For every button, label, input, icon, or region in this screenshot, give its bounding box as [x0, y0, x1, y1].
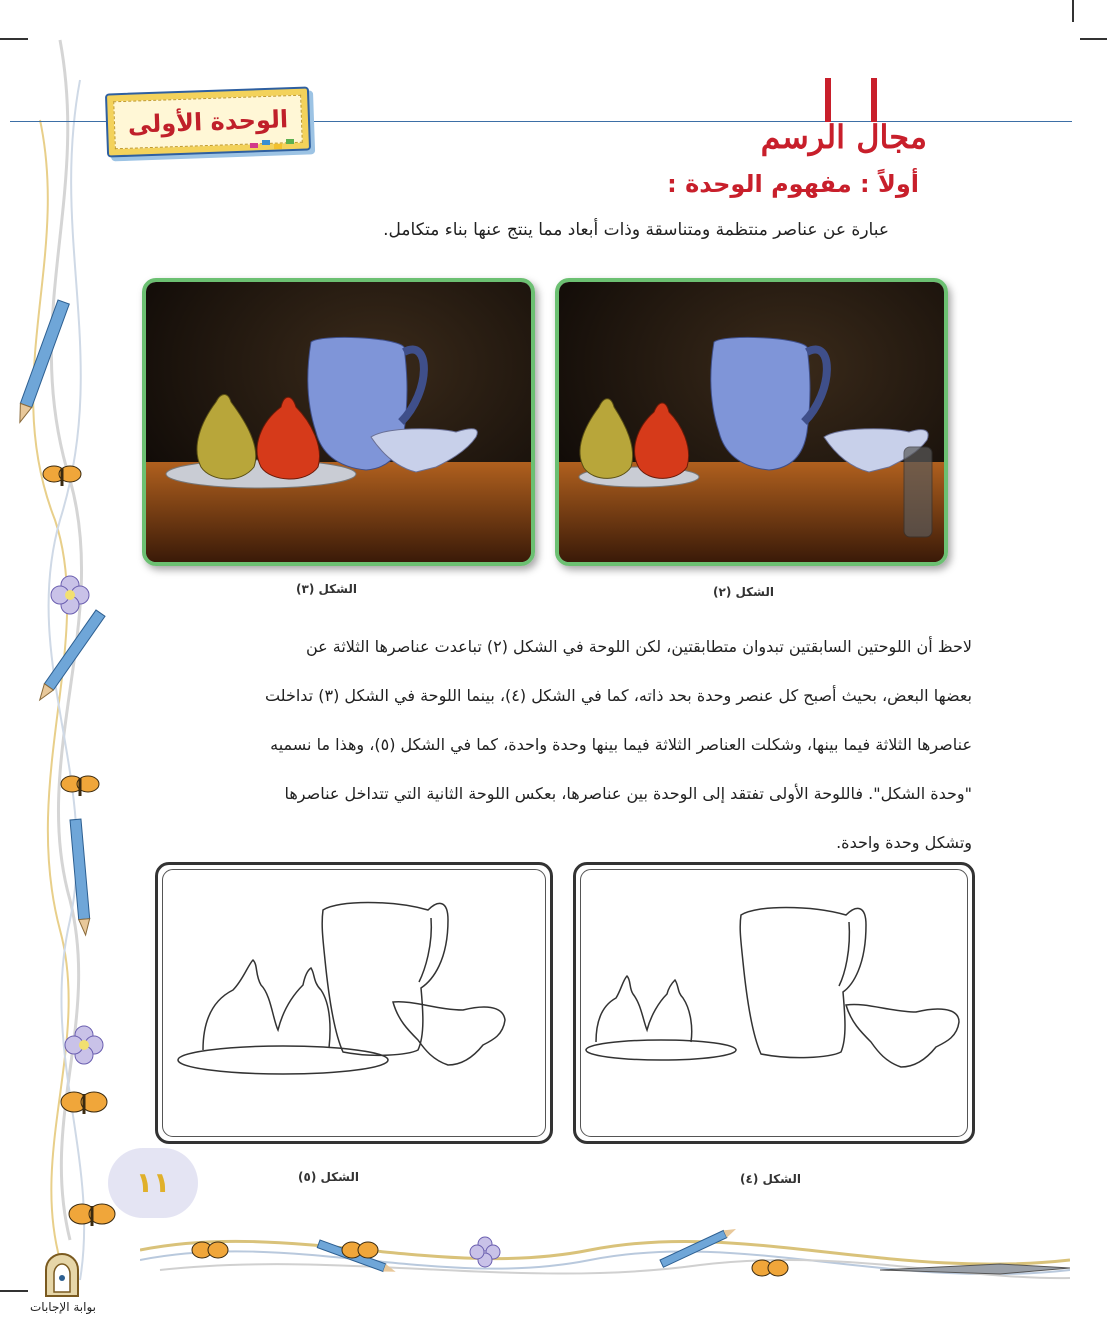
sketch-figure-5: [155, 862, 553, 1144]
figure-5-caption: الشكل (٥): [298, 1170, 359, 1184]
crop-mark: [1080, 38, 1107, 40]
confetti-decoration: [286, 139, 294, 144]
figure-3-caption: الشكل (٣): [296, 582, 357, 596]
crop-mark: [1072, 0, 1074, 22]
unit-label: الوحدة الأولى: [127, 105, 289, 139]
page-number-badge: [108, 1148, 198, 1218]
paragraph-line: بعضها البعض، بحيث أصبح كل عنصر وحدة بحد ذاته، كما في الشكل (٤)، بينما اللوحة في الشكل (٣) تداخلت: [264, 686, 972, 705]
figure-4-caption: الشكل (٤): [740, 1172, 801, 1186]
painting-figure-3: [142, 278, 535, 566]
definition-text: عبارة عن عناصر منتظمة ومتناسقة وذات أبعاد مما ينتج عنها بناء متكامل.: [383, 220, 889, 240]
painting-figure-2: [555, 278, 948, 566]
field-title: مجال الرسم: [760, 118, 927, 156]
confetti-decoration: [274, 144, 282, 149]
still-life-painting: [559, 282, 944, 562]
decorative-border: [0, 0, 140, 1328]
page-number: ١١: [135, 1166, 171, 1199]
explanation-paragraph: [140, 622, 972, 867]
paragraph-line: عناصرها الثلاثة فيما بينها، وشكلت العناصر الثلاثة فيما بينها وحدة واحدة، كما في الشكل (٥)، وهذا ما نسميه: [270, 735, 972, 754]
logo-caption: بوابة الإجابات: [30, 1300, 97, 1314]
logo-icon: [42, 1252, 82, 1298]
line-drawing: [163, 870, 546, 1137]
paragraph-line: لاحظ أن اللوحتين السابقتين تبدوان متطابقتين، لكن اللوحة في الشكل (٢) تباعدت عناصرها الثلاثة عن: [305, 637, 972, 656]
confetti-decoration: [250, 143, 258, 148]
still-life-painting: [146, 282, 531, 562]
line-drawing: [581, 870, 968, 1137]
paragraph-line: "وحدة الشكل". فاللوحة الأولى تفتقد إلى الوحدة بين عناصرها، بعكس اللوحة الثانية التي تتداخل عناصرها: [284, 784, 972, 803]
confetti-decoration: [262, 140, 270, 145]
field-title-accent: [825, 78, 877, 122]
decorative-bottom-ribbon: [140, 1220, 1070, 1290]
section-heading: أولاً : مفهوم الوحدة :: [667, 170, 919, 198]
sketch-figure-4: [573, 862, 975, 1144]
paragraph-line: وتشكل وحدة واحدة.: [836, 833, 972, 852]
figure-2-caption: الشكل (٢): [713, 585, 774, 599]
